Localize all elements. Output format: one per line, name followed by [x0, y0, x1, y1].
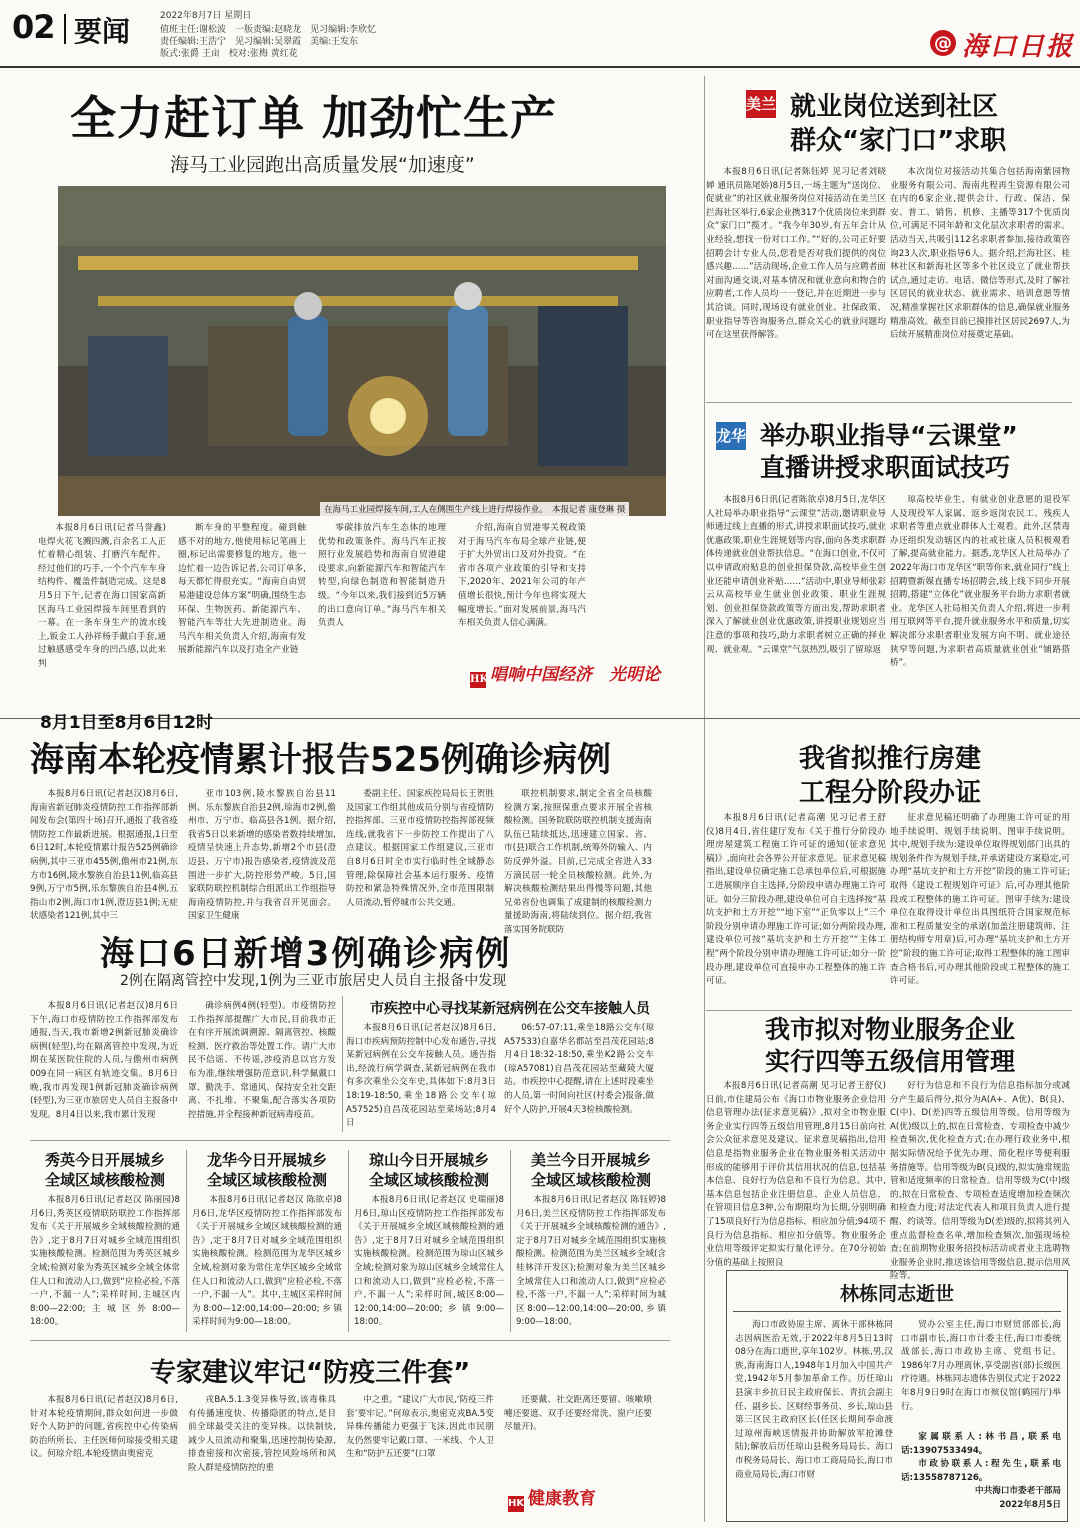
district-tag-longhua: 龙华 [716, 422, 746, 450]
hk-logo-icon: HK [470, 672, 486, 688]
district-headline: 全域区域核酸检测 [44, 1171, 165, 1189]
column-divider [348, 1150, 349, 1332]
paragraph: 本报8月6日讯(记者陈欲卓)8月5日,龙华区人社局举办职业指导“云课堂”活动,邀请职业导师通过线上直播的形式,讲授求职面试技巧,就业优惠政策,职业生涯规划等内容,面向各类求职群体传递就业创业帮扶信息。“在海口创业,不仅可以申请政府贴息的创业担保贷款,高校毕业生创业还能申请创业补贴……”活动中,职业导师张彩云从高校毕业生就业创业政策、职业生涯规划、创业担保贷款政策等方面出发,帮助求职者深入了解就业创业优惠政策,讲授职业规划应当注意的事项和技巧,助力求职者树立正确的择业观、就业观。“云课堂”气氛热烈,吸引了留琼返 [706, 495, 886, 655]
paragraph: 委副主任、国家疾控局局长王贺胜及国家工作组其他成员分别与省疫情防控指挥部、三亚市疫情防控指挥部视频连线,就我省下一步防控工作提出了八点建议。根据国家工作组建议,三亚市自8月6日时全市实行临时性全域静态管理,除保障社会基本运行服务、疫情防控和紧急特殊情况外,全市范围限制人员流动,暂停城市公共交通。 [346, 789, 494, 908]
headline-line: 实行四等五级信用管理 [764, 1047, 1015, 1076]
expert-headline: 专家建议牢记“防疫三件套” [150, 1358, 471, 1388]
epidemic-column-4 [504, 788, 652, 938]
epidemic-column-3 [346, 788, 494, 938]
paragraph: 本报8月6日讯(记者马誉鑫)电焊火花飞溅四溅,百余名工人正忙着精心组装、打磨汽车配件。经过他们的巧手,一个个汽车车身结构件、覆盖件制造完成。这是8月5日下午,记者在海口国家高新区海马工业园焊接车间里看到的一幕。在一条车身生产的流水线上,钣金工人孙祥杨手戴白手套,通过触感感受车身的凹凸感,以此来判 [38, 523, 166, 669]
epidemic-column-1 [30, 788, 178, 938]
paragraph: 本报8月6日讯(记者赵汉 陈钰婷)8月6日,美兰区疫情防控工作指挥部发布《关于开展城乡全域核酸检测的通告》,定于8月7日对城乡全域范围组织实施核酸检测。检测范围为美兰区城乡全域(含桂林洋开发区);检测对象为美兰区城乡全域常住人口和流动人口,做到“应检必检,不落一户,不漏一人”;采样时间为城区8:00—12:00,14:00—20:00,乡镇9:00—18:00。 [516, 1195, 666, 1328]
lead-column-1 [38, 522, 166, 669]
longhua-column-1 [706, 494, 886, 716]
haikou-headline: 海口6日新增3例确诊病例 [100, 934, 512, 974]
district-testing-qiongshan [354, 1150, 504, 1334]
paragraph: 戎BA.5.1.3变异株导致,该毒株具有传播速度快、传播隐匿的特点,是目前全球最受关注的变异株。以快制快,减少人员流动和聚集,迅速控制传染源,排查密接和次密接,管控风险场所和风险人群是疫情防控的重 [188, 1395, 336, 1473]
editor-credits: 值班主任:谢松波 一版责编:赵晓龙 见习编辑:李欣忆 [160, 25, 377, 35]
at-logo-icon: @ [930, 30, 956, 56]
headline-line: 工程分阶段办证 [798, 778, 981, 808]
ad-text: 唱响中国经济 光明论 [490, 665, 660, 685]
expert-column-4 [504, 1394, 652, 1474]
photo-caption: 在海马工业园焊接车间,工人在侧围生产线上进行焊接作业。 本报记者 康登琳 摄 [320, 502, 629, 516]
lead-headline: 全力赶订单 加劲忙生产 [70, 91, 558, 145]
lead-column-3 [318, 522, 446, 646]
paragraph: 确诊病例4例(轻型)。市疫情防控工作指挥部提醒广大市民,目前我市正在有序开展流调溯源、隔离管控、核酸检测、医疗救治等处置工作。请广大市民不信谣、不传谣,涉疫消息以官方发布为准,继续增强防范意识,科学佩戴口罩、勤洗手、常通风、保持安全社交距离、不扎堆、不聚集,配合落实各项防控措施,并全程接种新冠病毒疫苗。 [188, 1001, 336, 1120]
hk-logo-icon: HK [508, 1496, 524, 1512]
paragraph: 还要戴、社交距离还要留、咳嗽喷嚏还要遮、双手还要经常洗、窗户还要尽量开)。 [504, 1395, 652, 1433]
district-headline: 龙华今日开展城乡 [206, 1151, 327, 1169]
ad-text: 健康教育 [528, 1489, 596, 1509]
paragraph: 本报8月6日讯(记者赵汉)8月6日,海口市疾病预防控制中心发布通告,寻找某新冠病例在公交车接触人员。通告指出,经流行病学调查,某新冠病例在我市有多次乘坐公交车史,具体如下:8月3日18:19-18:50,乘坐18路公交车(琼A57525)自昌茂花园站至菜场站;8月4日 [346, 1023, 496, 1129]
lead-column-4 [458, 522, 586, 646]
paragraph: 本报8月6日讯(记者赵汉)8月6日,针对本轮疫情期间,群众如何进一步做好个人防护的问题,省疾控中心传染病防治所所长、主任医师何琼接受相关建议。何琼介绍,本轮疫情由奥密克 [30, 1395, 178, 1460]
paragraph: 本次岗位对接活动共集合包括海南紫园物业服务有限公司、海南兆程再生资源有限公司在内的6家企业,提供会计、行政、保洁、保安、普工、销售、机修、主播等317个优质岗位,可满足不同年龄和文化层次求职者的需求。活动当天,共吸引112名求职者参加,接待政策咨询23人次,职业指导6人。据介绍,拦海社区、桂林社区和新海社区等多个社区设立了就业帮扶试点,通过走访、电话、微信等形式,及时了解社区居民的就业状态、就业需求、培训意愿等情况,精准掌握社区求职群体的信息,确保就业服务精准高效。截至目前已摸排社区居民2697人,为后续开展精准岗位对接奠定基础。 [890, 167, 1070, 341]
paragraph: 本报8月6日讯(记者高潮 见习记者王舒仪)日前,市住建局公布《海口市物业服务企业信用信息管理办法(征求意见稿)》,拟对全市物业服务企业实行四等五级信用管理,8月15日前向社会公众征求意见及建议。征求意见稿指出,信用信息是指物业服务企业在物业服务相关活动中形成的能够用于评价其信用状况的信息,包括基本信息、良好行为信息和不良行为信息。其中,基本信息包括企业注册信息、企业人员信息、在管项目信息3种,公布期限均为长期,分别明确了15项良好行为信息指标、相应加分值;94项不良行为信息指标、相应扣分值等。物业服务企业信用等级评定拟实行量化评分。在70分初始分值的基础上按照良 [706, 1081, 886, 1268]
column-divider [342, 996, 343, 1132]
paragraph: 零碳排放汽车生态体的地理优势和政策条件。海马汽车正按照行业发展趋势和海南自贸港建设要求,向新能源汽车和智能汽车转型,向绿色制造和智能制造升级。“今年以来,我们接到近5万辆的出口意向订单。”海马汽车相关负责人 [318, 523, 446, 629]
factory-welding-photo [58, 186, 666, 516]
expert-column-2 [188, 1394, 336, 1506]
section-rule [30, 1140, 670, 1141]
photo-illustration [58, 186, 666, 516]
editor-credits: 责任编辑:王浩宁 见习编辑:吴翠霞 美编:王发东 [160, 37, 359, 47]
editor-credits: 版式:张爵 王亩 校对:张梅 黄红花 [160, 49, 298, 59]
district-headline: 全域区域核酸检测 [368, 1171, 489, 1189]
epidemic-kicker: 8月1日至8月6日12时 [40, 713, 213, 733]
paragraph: 本报8月6日讯(记者高潮 见习记者王舒仪)8月4日,省住建厅发布《关于推行分阶段办理房屋建筑工程施工许可证的通知(征求意见稿)》,面向社会各界公开征求意见。征求意见稿指出,建设单位确定施工总承包单位后,可根据施工进展顺序自主选择,分阶段申请办理施工许可证。如分三阶段办理,建设单位可自主选择按“基坑支护和土方开挖”“地下室”“正负零以上”三个阶段分别申请办理施工许可证;如分两阶段办理,建设单位可按“基坑支护和土方开挖”“主体工程”两个阶段分别申请办理施工许可证;如分一阶段办理,建设单位可直接申办工程整体的施工许可证。 [706, 813, 886, 987]
bus-headline: 市疾控中心寻找某新冠病例在公交车接触人员 [370, 1001, 650, 1017]
bus-column-1 [346, 1022, 496, 1130]
meilan-column-1 [706, 166, 886, 378]
section-name: 要闻 [74, 15, 131, 48]
property-headline [710, 1014, 1070, 1078]
property-column-2 [890, 1080, 1070, 1282]
meilan-column-2 [890, 166, 1070, 378]
masthead-rule [0, 66, 1080, 68]
paragraph: 06:57-07:11,乘坐18路公交车(琼A57533)自嘉华名都站至昌茂花园站;8月4日18:32-18:50,乘坐K2路公交车(琼A57081)自昌茂花园站至藏陵大厦站。市疾控中心提醒,请在上述时段乘坐的人员,第一时间向社区(村委会)报备,做好个人防护,开展4天3检核酸检测。 [504, 1023, 654, 1115]
district-headline: 美兰今日开展城乡 [530, 1151, 651, 1169]
paragraph: 介绍,海南自贸港零关税政策对于海马汽车布局全球产业链,便于扩大外贸出口及对外投资。“在省市各项产业政策的引导和支持下,2020年、2021年公司的年产值增长很快,预计今年也将实现大幅度增长。”面对发展前景,海马汽车相关负责人信心满满。 [458, 523, 586, 629]
bus-column-2 [504, 1022, 654, 1130]
paragraph: 本报8月6日讯(记者赵汉 史瑞丽)8月6日,琼山区疫情防控工作指挥部发布《关于开展城乡全域区域核酸检测的通告》,定于8月7日对城乡全域范围组织实施核酸检测。检测范围为琼山区城乡全域;检测对象为琼山区城乡全域常住人口和流动人口,做到“应检必检,不落一户,不漏一人”;采样时间,城区8:00—12:00,14:00—20:00;乡镇9:00—18:00。 [354, 1195, 504, 1328]
section-rule [30, 1340, 670, 1341]
meilan-headline-line1: 就业岗位送到社区 [790, 92, 999, 122]
section-rule [706, 1010, 1072, 1011]
longhua-headline-line1: 举办职业指导“云课堂” [760, 421, 1018, 450]
column-divider [186, 1150, 187, 1332]
district-headline: 琼山今日开展城乡 [368, 1151, 489, 1169]
expert-column-3 [346, 1394, 494, 1506]
district-headline: 秀英今日开展城乡 [44, 1151, 165, 1169]
haikou-column-2 [188, 1000, 336, 1130]
issue-date: 2022年8月7日 星期日 [160, 11, 252, 21]
lead-column-2 [178, 522, 306, 656]
column-divider [704, 76, 705, 1522]
expert-column-1 [30, 1394, 178, 1506]
epidemic-column-2 [188, 788, 336, 938]
obituary-column-2 [901, 1319, 1061, 1517]
district-tag-meilan: 美兰 [746, 90, 776, 118]
paragraph: 中之重。“建议广大市民,‘防疫三件套’要牢记。”何琼表示,奥密克戎BA.5变异株传播能力更强于飞沫,因此市民朋友仍然要牢记戴口罩、一米线、个人卫生和“防护五还要”(口罩 [346, 1395, 494, 1460]
meilan-headline-line2: 群众“家门口”求职 [790, 126, 1007, 156]
headline-line: 我省拟推行房建 [798, 744, 981, 774]
cppcc-contact: 市政协联系人:程先生,联系电话:13558787126。 [901, 1459, 1061, 1483]
paragraph: 琼高校毕业生、有就业创业意愿的退役军人及现役军人家属、返乡返岗农民工、残疾人求职者等重点就业群体人士观看。此外,区禁毒办还组织发动辖区内的社戒社康人员积极观看了解,提高就业能力。据悉,龙华区人社局举办了2022年海口市龙华区“职等你来,就业同行”线上招聘暨新媒直播专场招聘会,线上线下同步开展招聘,搭建“立体化”就业服务平台助力求职者就业。龙华区人社局相关负责人介绍,将进一步利用互联网等平台,提升就业服务水平和质量,切实解决部分求职者职业发展方向不明、就业途径狭窄等问题,为求职者高质量就业创业“铺路搭桥”。 [890, 495, 1070, 669]
obituary-signature: 中共海口市委老干部局 [975, 1486, 1061, 1497]
longhua-column-2 [890, 494, 1070, 716]
haikou-column-1 [30, 1000, 178, 1130]
paragraph: 本报8月6日讯(记者赵汉 陈欲卓)8月6日,龙华区疫情防控工作指挥部发布《关于开展城乡全域区域核酸检测的通告》,定于8月7日对城乡全域范围组织实施核酸检测。检测范围为龙华区城乡全域,检测对象为常住龙华区城乡全域常住人口和流动人口,做到“应检必检,不落一户,不漏一人”。其中,主城区采样时间为8:00—12:00,14:00—20:00;乡镇采样时间为9:00—18:00。 [192, 1195, 342, 1328]
district-testing-longhua [192, 1150, 342, 1334]
paragraph: 贸办公室主任,海口市财贸部部长,海口市副市长,海口市计委主任,海口市委统战部长,海口市政协主席、党组书记。1986年7月办理离休,享受副省(部)长级医疗待遇。林栋同志遗体告别仪式定于2022年8月9日9时在海口市殡仪馆(鹤园厅)举行。 [901, 1320, 1061, 1412]
newspaper-logo: 海口日报 [962, 32, 1075, 62]
district-testing-xiuying [30, 1150, 180, 1334]
district-headline: 全域区域核酸检测 [206, 1171, 327, 1189]
obituary-title: 林栋同志逝世 [839, 1283, 954, 1305]
housing-headline [710, 742, 1070, 810]
paragraph: 海口市政协原主席、离休干部林栋同志因病医治无效,于2022年8月5日13时08分在海口逝世,享年102岁。林栋,男,汉族,海南海口人,1948年1月加入中国共产党,1942年5月参加革命工作。历任琼山县演丰乡抗日民主政府保长、青抗会副主任、副乡长、区财经事务员、乡长,琼山县第三区民主政府区长(任区长期间奉命渡过琼州海峡送情报并协助解放军抢滩登陆);解放后历任琼山县税务局局长、海口市税务局局长、海口市工商局局长,海口市商业局局长,海口市财 [735, 1320, 893, 1480]
column-divider [510, 1150, 511, 1332]
headline-line: 我市拟对物业服务企业 [764, 1015, 1015, 1044]
paragraph: 本报8月6日讯(记者陈钰婷 见习记者刘晓婵 通讯员陈尾娇)8月5日,一场主题为“送岗位、促就业”的社区就业服务岗位对接活动在美兰区拦海社区举行,6家企业携317个优质岗位来到群众“家门口”揽才。“我今年30岁,有五年会计从业经验,想找一份对口工作。”“好的,公司正好要招聘会计专业人员,您看是否对我们提供的岗位感兴趣……”活动现场,企业工作人员与应聘者面对面沟通交谈,对基本情况和就业意向和物合的应聘者,工作人员均一一登记,并在近期进一步与其洽谈。同时,现场设有就业创业、社保政策、职业指导等咨询服务点,群众关心的就业问题均可在这里获得解答。 [706, 167, 886, 341]
guangming-ad [470, 660, 660, 688]
paragraph: 亚市103例,陵水黎族自治县11例、乐东黎族自治县2例,琼海市2例,儋州市、万宁市、临高县各1例。据介绍,我省5日以来新增的感染者数持续增加,疫情呈快速上升态势,新增2个市县(澄迈县、万宁市)报告感染者,疫情波及范围进一步扩大,防控形势严峻。5日,国家联防联控机制综合组派出工作组指导海南疫情防控,并与我省召开见面会。国家卫生健康 [188, 789, 336, 922]
paragraph: 联控机制要求,制定全省全员核酸检测方案,按照保重点要求开展全省核酸检测。国务院联防联控机制支援海南队伍已陆续抵达,迅速建立国家、省、市(县)联合工作机制,统筹外防输入、内防反弹外溢。目前,已完成全省进入33万滴民居一轮全员核酸检测。此外,为解决核酸检测结果出得慢等问题,其他兄弟省份也调集了成建制的核酸检测力量援助海南,将陆续到位。据介绍,我省落实国务院联防 [504, 789, 652, 935]
obituary-date: 2022年8月5日 [999, 1499, 1061, 1510]
paragraph: 断车身的平整程度。碰到触感不对的地方,他使用标记笔画上圈,标记出需要修复的地方。他一边忙着一边告诉记者,公司订单多,每天都忙得很充实。“海南自由贸易港建设总体方案”明确,围绕生态环保、生物医药、新能源汽车、智能汽车等壮大先进制造业。海马汽车相关负责人介绍,海南有发展新能源汽车以及打造全产业链 [178, 523, 306, 656]
housing-column-2 [890, 812, 1070, 1002]
paragraph: 征求意见稿还明确了办理施工许可证的用地手续说明、规划手续说明、图审手续说明。其中,规划手续为:建设单位取得规划部门出具的规划条件作为规划手续,并承诺建设方案稳定,可办理“基坑支护和土方开挖”阶段的施工许可证;取得《建设工程规划许可证》后,可办理其他阶段或工程整体的施工许可证。图审手续为:建设单位在取得设计单位出具图纸符合国家规范标准和工程质量安全的承诺(加盖注册建筑师、注册结构师专用章)后,可办理“基坑支护和土方开挖”阶段的施工许可证;取得工程整体的施工图审查合格书后,可办理其他阶段或工程整体的施工许可证。 [890, 813, 1070, 987]
paragraph: 本报8月6日讯(记者赵汉)8月6日下午,海口市疫情防控工作指挥部发布通报,当天,我市新增2例新冠肺炎确诊病例(轻型),均在隔离管控中发现,为近期在某医院住院的人员,与儋州市病例009在同一病区有轨迹交集。8月6日晚,我市再发现1例新冠肺炎确诊病例(轻型),为三亚市旅居史人员自主报备中发现。8月4日以来,我市累计发现 [30, 1001, 178, 1120]
health-education-ad [508, 1484, 596, 1512]
housing-column-1 [706, 812, 886, 1002]
paragraph: 本报8月6日讯(记者赵汉 陈丽园)8月6日,秀英区疫情联防联控工作指挥部发布《关于开展城乡全域核酸检测的通告》,定于8月7日对城乡全域范围组织实施核酸检测。检测范围为秀英区城乡全域;检测对象为秀英区城乡全域全体常住人口和流动人口,做到“应检必检,不落一户,不漏一人”;采样时间,主城区内8:00—22:00;主城区外8:00—18:00。 [30, 1195, 180, 1328]
section-rule [706, 402, 1072, 403]
district-testing-row [30, 1150, 670, 1336]
lead-subheadline: 海马工业园跑出高质量发展“加速度” [170, 154, 475, 176]
obituary-rule [733, 1311, 1061, 1312]
haikou-subheadline: 2例在隔离管控中发现,1例为三亚市旅居史人员自主报备中发现 [120, 973, 507, 989]
longhua-headline-line2: 直播讲授求职面试技巧 [760, 453, 1011, 482]
property-column-1 [706, 1080, 886, 1268]
obituary-box [726, 1270, 1068, 1522]
district-testing-meilan [516, 1150, 666, 1334]
paragraph: 好行为信息和不良行为信息指标加分或减分产生最后得分,拟分为A(A+、A优)、B(良)、C(中)、D(差)四等五级信用等级。信用等级为A(优)级以上的,拟在日常检查、专项检查中减少检查频次,优化检查方式;在办理行政业务中,根据实际情况给予优先办理、简化程序等便利服务措施等。信用等级为B(良)级的,拟实施常规监管和适度频率的日常检查。信用等级为C(中)级的,拟在日常检查、专项检查适度增加检查频次和检查力度;对法定代表人和项目负责人进行提醒、约谈等。信用等级为D(差)级的,拟将其列入重点监督检查名单,增加检查频次,加强现场检查;在前期物业服务招投标活动或者业主选聘物业服务企业时,推送该信用等级信息,提示信用风险等。 [890, 1081, 1070, 1282]
epidemic-headline: 海南本轮疫情累计报告525例确诊病例 [30, 740, 611, 780]
obituary-column-1 [735, 1319, 893, 1517]
family-contact: 家属联系人:林书昌,联系电话:13907533494。 [901, 1432, 1061, 1456]
masthead-divider [64, 14, 66, 44]
paragraph: 本报8月6日讯(记者赵汉)8月6日,海南省新冠肺炎疫情防控工作指挥部新闻发布会(第四十场)召开,通报了我省疫情防控工作最新进展。根据通报,1日至6日12时,本轮疫情累计报告525例确诊病例,其中三亚市455例,儋州市21例,东方市16例,陵水黎族自治县11例,临高县9例,万宁市5例,乐东黎族自治县4例,五指山市2例,海口市1例,澄迈县1例;无症状感染者121例,其中三 [30, 789, 178, 922]
page-number: 02 [12, 8, 55, 46]
district-headline: 全域区域核酸检测 [530, 1171, 651, 1189]
